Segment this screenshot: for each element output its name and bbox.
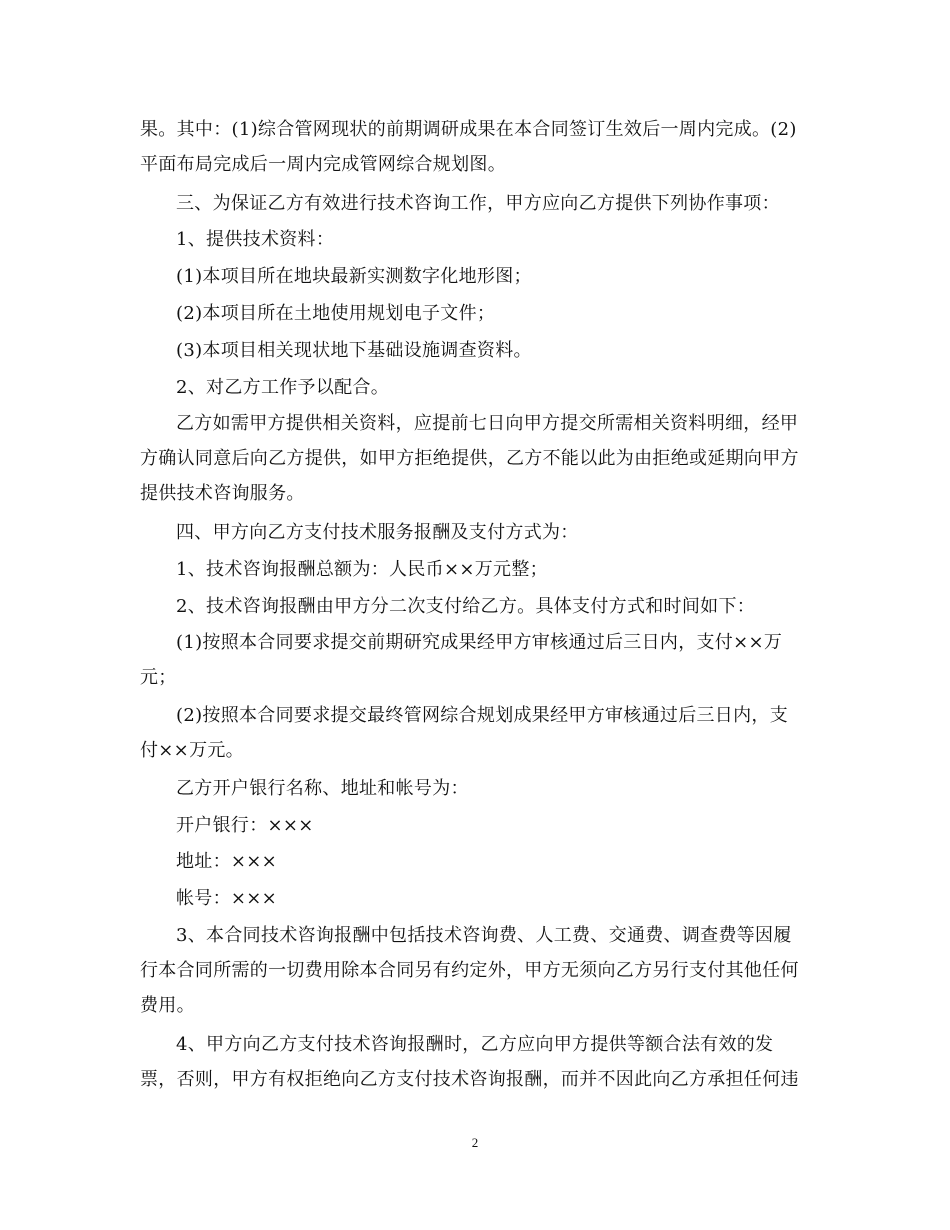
paragraph-line: 提供技术咨询服务。 (140, 483, 305, 504)
bank-account-line: 帐号：××× (176, 888, 278, 909)
paragraph-line: 费用。 (140, 995, 195, 1016)
paragraph-line: 乙方如需甲方提供相关资料，应提前七日向甲方提交所需相关资料明细，经甲 (176, 413, 799, 434)
paragraph-line: 行本合同所需的一切费用除本合同另有约定外，甲方无须向乙方另行支付其他任何 (140, 960, 799, 981)
list-item: 3、本合同技术咨询报酬中包括技术咨询费、人工费、交通费、调查费等因履 (176, 925, 792, 946)
paragraph-line: 方确认同意后向乙方提供，如甲方拒绝提供，乙方不能以此为由拒绝或延期向甲方 (140, 448, 799, 469)
list-item: (2)本项目所在土地使用规划电子文件； (176, 303, 496, 324)
paragraph-line: 元； (140, 667, 177, 688)
list-item: 2、对乙方工作予以配合。 (176, 377, 390, 398)
list-item: 4、甲方向乙方支付技术咨询报酬时，乙方应向甲方提供等额合法有效的发 (176, 1034, 774, 1055)
paragraph-line: 平面布局完成后一周内完成管网综合规划图。 (140, 154, 506, 175)
paragraph-line: 付××万元。 (140, 740, 244, 761)
paragraph-line: 票，否则，甲方有权拒绝向乙方支付技术咨询报酬，而并不因此向乙方承担任何违 (140, 1069, 799, 1090)
bank-address-line: 地址：××× (176, 851, 278, 872)
list-item: (1)本项目所在地块最新实测数字化地形图； (176, 266, 532, 287)
list-item: (3)本项目相关现状地下基础设施调查资料。 (176, 340, 532, 361)
list-item: 1、技术咨询报酬总额为：人民币××万元整； (176, 559, 548, 580)
page-number: 2 (471, 1135, 479, 1150)
paragraph-line: 果。其中：(1)综合管网现状的前期调研成果在本合同签订生效后一周内完成。(2) (140, 119, 797, 140)
list-item: 1、提供技术资料： (176, 229, 335, 250)
list-item: (1)按照本合同要求提交前期研究成果经甲方审核通过后三日内，支付××万 (176, 632, 783, 653)
list-item: (2)按照本合同要求提交最终管网综合规划成果经甲方审核通过后三日内，支 (176, 705, 788, 726)
paragraph-line: 乙方开户银行名称、地址和帐号为： (176, 778, 469, 799)
list-item: 2、技术咨询报酬由甲方分二次支付给乙方。具体支付方式和时间如下： (176, 596, 756, 617)
section-heading: 四、甲方向乙方支付技术服务报酬及支付方式为： (176, 522, 579, 543)
section-heading: 三、为保证乙方有效进行技术咨询工作，甲方应向乙方提供下列协作事项： (176, 193, 780, 214)
bank-name-line: 开户银行：××× (176, 815, 314, 836)
